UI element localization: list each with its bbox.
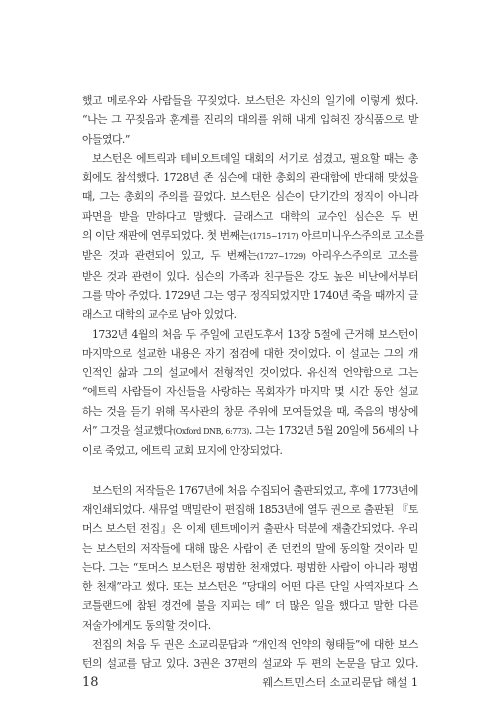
text-line: 회에도 참석했다. 1728년 존 심슨에 대한 총회의 관대함에 반대해 맞섰을 [82,171,418,185]
page-footer [82,674,418,690]
text-line: 인적인 삶과 그의 설교에서 전형적인 것이었다. 유신적 언약함으로 그는 [82,366,418,380]
text-line: 래스고 대학의 교수로 남아 있었다. [82,308,237,322]
line-text: 아리우스주의로 고소를 [305,249,418,263]
text-line: 파면을 받을 만하다고 말했다. 글래스고 대학의 교수인 심슨은 두 번 [82,209,418,223]
text-line: 재인쇄되었다. 새뮤얼 맥밀란이 편집해 1853년에 열두 권으로 출판된 『토 [82,502,418,516]
text-line: 1732년 4월의 처음 두 주일에 고린도후서 13장 5절에 근거해 보스턴이 [92,327,418,341]
text-line [82,246,418,266]
text-line: 코틀랜드에 참된 경건에 불을 지피는 데” 더 많은 일을 했다고 말한 다른 [82,599,418,613]
text-line: 하는 것을 듣기 위해 목사관의 창문 주위에 모여들었을 때, 죽음의 병상에 [82,404,418,418]
line-text: 받은 것과 관련되어 있고, 두 번째는 [82,249,257,263]
text-line: 때, 그는 총회의 주의를 끌었다. 보스턴은 심슨이 단기간의 정직이 아니라 [82,190,418,204]
text-line: 보스턴은 에트릭과 테비오트데일 대회의 서기로 섬겼고, 필요할 때는 총 [92,151,418,165]
text-line [82,421,418,441]
running-title: 웨스트민스터 소교리문답 해설 1 [262,676,418,689]
text-line: 한 천재”라고 썼다. 또는 보스턴은 “당대의 어떤 다른 단일 사역자보다 스 [82,580,418,594]
text-line: 전집의 처음 두 권은 소교리문답과 “개인적 언약의 형태들”에 대한 보스 [92,638,418,652]
paragraph-gap [82,461,418,481]
text-line [82,226,425,246]
text-line: 했고 메로우와 사람들을 꾸짖었다. 보스턴은 자신의 일기에 이렇게 썼다. [82,94,418,107]
line-text: . 그는 1732년 5월 20일에 56세의 나 [248,424,418,438]
line-text: 아르미니우스주의로 고소를 [298,229,425,243]
text-line: 받은 것과 관련이 있다. 심슨의 가족과 친구들은 강도 높은 비난에서부터 [82,269,418,283]
text-line: 턴의 설교를 담고 있다. 3권은 37편의 설교와 두 편의 논문을 담고 있다. [82,657,418,671]
text-line: 저술가에게도 동의할 것이다. [82,618,211,632]
text-line: “나는 그 꾸짖음과 훈계를 진리의 대의를 위해 내게 입혀진 장식품으로 받 [82,113,418,127]
text-line: 머스 보스턴 전집』은 이제 텐트메이커 출판사 덕분에 재출간되었다. 우리 [82,522,418,536]
text-line: 보스턴의 저작들은 1767년에 처음 수집되어 출판되었고, 후에 1773년에 [92,483,418,497]
years-note: (1727~1729) [256,252,306,262]
line-text: 서” 그것을 설교했다 [82,424,174,438]
body-text [82,91,425,674]
text-line: “에트릭 사람들이 자신들을 사랑하는 목회자가 마지막 몇 시간 동안 설교 [82,385,418,399]
page-number: 18 [82,675,99,690]
text-line: 이로 죽었고, 에트릭 교회 묘지에 안장되었다. [82,444,283,458]
text-line: 마지막으로 설교한 내용은 자기 점검에 대한 것이었다. 이 설교는 그의 개 [82,346,418,360]
text-line: 는 보스턴의 저작들에 대해 많은 사람이 존 던컨의 말에 동의할 것이라 믿 [82,541,418,555]
text-line: 그를 막아 주었다. 1729년 그는 영구 정직되었지만 1740년 죽을 때까지 글 [82,288,418,302]
text-line: 아들였다.” [82,132,130,146]
text-line: 는다. 그는 “토머스 보스턴은 평범한 천재였다. 평범한 사람이 아니라 평범 [82,560,418,574]
citation: (Oxford DNB, 6:773) [173,427,249,437]
years-note: (1715~1717) [249,232,299,242]
line-text: 의 이단 재판에 연루되었다. 첫 번째는 [82,229,250,243]
